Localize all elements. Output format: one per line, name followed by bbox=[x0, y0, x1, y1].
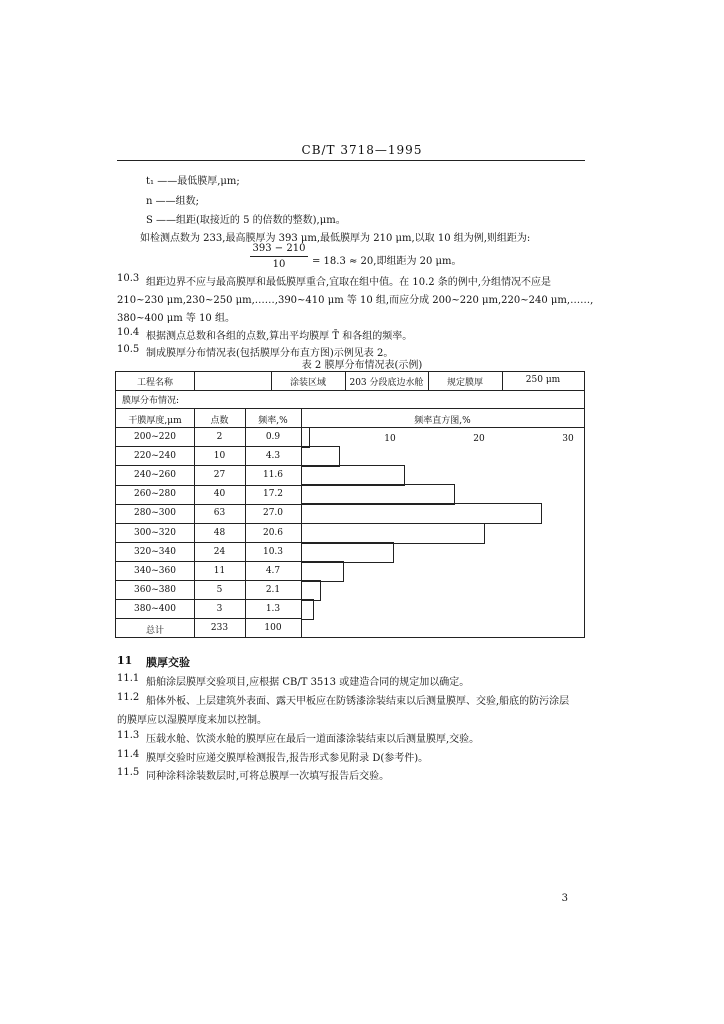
range-cell: 240~260 bbox=[134, 470, 176, 481]
count-cell: 11 bbox=[213, 565, 226, 576]
area-label: 涂装区域 bbox=[289, 378, 326, 388]
count-cell: 48 bbox=[213, 527, 226, 538]
total-freq: 100 bbox=[264, 623, 282, 633]
para-10-3-line1: 组距边界不应与最高膜厚和最低膜厚重合,宜取在组中值。在 10.2 条的例中,分组情况不应是 bbox=[146, 277, 551, 288]
range-cell: 220~240 bbox=[134, 451, 176, 462]
histogram-tick-label: 20 bbox=[473, 434, 485, 444]
count-cell: 2 bbox=[216, 432, 223, 442]
definition-t1: t₁ ——最低膜厚,μm; bbox=[146, 176, 240, 187]
table-hline bbox=[116, 542, 301, 543]
histogram-bar bbox=[301, 599, 314, 620]
thickness-distribution-table bbox=[115, 371, 585, 638]
para-11-2-number: 11.2 bbox=[117, 692, 140, 703]
frequency-cell: 20.6 bbox=[262, 527, 284, 538]
range-cell: 320~340 bbox=[134, 546, 176, 557]
formula-rest: = 18.3 ≈ 20,即组距为 20 μm。 bbox=[312, 256, 462, 267]
para-10-3-line3: 380~400 μm 等 10 组。 bbox=[117, 313, 235, 324]
section-11-title: 膜厚交验 bbox=[146, 656, 190, 669]
histogram-bar bbox=[301, 503, 542, 524]
example-line: 如检测点数为 233,最高膜厚为 393 μm,最低膜厚为 210 μm,以取 10 组为例,则组距为: bbox=[140, 233, 531, 244]
formula-bar bbox=[250, 256, 308, 257]
table-hline bbox=[116, 465, 301, 466]
total-count: 233 bbox=[210, 623, 229, 633]
frequency-cell: 10.3 bbox=[262, 546, 284, 557]
frequency-cell: 17.2 bbox=[262, 489, 284, 500]
table-hline bbox=[116, 408, 584, 409]
frequency-cell: 27.0 bbox=[262, 508, 284, 519]
page-number: 3 bbox=[561, 893, 568, 904]
definition-n: n ——组数; bbox=[146, 196, 199, 207]
section-11-number: 11 bbox=[117, 654, 133, 667]
count-cell: 5 bbox=[216, 584, 223, 595]
para-11-5-text: 同种涂料涂装数层时,可将总膜厚一次填写报告后交验。 bbox=[146, 771, 390, 782]
header-rule bbox=[117, 160, 585, 161]
histogram-bar bbox=[301, 542, 394, 563]
distribution-label: 膜厚分布情况: bbox=[122, 396, 180, 406]
formula-numerator: 393 − 210 bbox=[252, 243, 306, 254]
histogram-bar bbox=[301, 484, 455, 505]
para-11-3-text: 压载水舱、饮淡水舱的膜厚应在最后一道面漆涂装结束以后测量膜厚,交验。 bbox=[146, 734, 480, 745]
para-10-5-text: 制成膜厚分布情况表(包括膜厚分布直方图)示例见表 2。 bbox=[146, 348, 394, 359]
para-11-3-number: 11.3 bbox=[117, 730, 140, 741]
para-10-4-number: 10.4 bbox=[117, 327, 140, 338]
project-label: 工程名称 bbox=[136, 378, 173, 388]
table-hline bbox=[116, 446, 301, 447]
para-10-3-number: 10.3 bbox=[117, 273, 140, 284]
histogram-tick-label: 10 bbox=[384, 434, 396, 444]
para-11-2-line2: 的膜厚应以湿膜厚度来加以控制。 bbox=[117, 715, 267, 726]
table-hline bbox=[116, 485, 301, 486]
table-hline bbox=[116, 523, 301, 524]
histogram-tick-label: 30 bbox=[562, 434, 574, 444]
range-cell: 260~280 bbox=[134, 489, 176, 500]
table-hline bbox=[116, 599, 301, 600]
para-11-1-number: 11.1 bbox=[117, 673, 140, 684]
table-hline bbox=[116, 504, 301, 505]
table-vline bbox=[194, 408, 195, 637]
para-10-3-line2: 210~230 μm,230~250 μm,……,390~410 μm 等 10 组,而应分成 200~220 μm,220~240 μm,……, bbox=[117, 295, 594, 306]
table-hline bbox=[116, 427, 584, 428]
para-11-4-number: 11.4 bbox=[117, 749, 140, 760]
count-cell: 63 bbox=[213, 508, 226, 519]
spec-value: 250 μm bbox=[525, 375, 561, 385]
para-10-4-text: 根据测点总数和各组的点数,算出平均膜厚 T̄ 和各组的频率。 bbox=[146, 331, 413, 342]
histogram-bar bbox=[301, 580, 321, 601]
col-range-header: 干膜厚度,μm bbox=[128, 416, 182, 426]
table-hline bbox=[116, 618, 301, 619]
para-10-5-number: 10.5 bbox=[117, 344, 140, 355]
spec-label: 规定膜厚 bbox=[446, 378, 483, 388]
range-cell: 280~300 bbox=[134, 508, 176, 519]
col-count-header: 点数 bbox=[210, 416, 229, 426]
histogram-bar bbox=[301, 465, 405, 486]
range-cell: 360~380 bbox=[134, 584, 176, 595]
frequency-cell: 11.6 bbox=[262, 470, 284, 481]
table-hline bbox=[116, 580, 301, 581]
histogram-bar bbox=[301, 427, 310, 448]
count-cell: 24 bbox=[213, 546, 226, 557]
frequency-cell: 2.1 bbox=[265, 584, 281, 595]
frequency-cell: 4.7 bbox=[265, 565, 281, 576]
count-cell: 10 bbox=[213, 451, 226, 462]
definition-s: S ——组距(取接近的 5 的倍数的整数),μm。 bbox=[146, 215, 346, 226]
total-label: 总计 bbox=[145, 626, 164, 636]
range-cell: 300~320 bbox=[134, 527, 176, 538]
range-cell: 200~220 bbox=[134, 432, 176, 442]
table-caption: 表 2 膜厚分布情况表(示例) bbox=[301, 360, 423, 371]
count-cell: 27 bbox=[213, 470, 226, 481]
col-hist-header: 频率直方图,% bbox=[414, 416, 471, 426]
document-header: CB/T 3718—1995 bbox=[301, 143, 423, 157]
table-vline bbox=[245, 408, 246, 637]
table-hline bbox=[116, 561, 301, 562]
count-cell: 40 bbox=[213, 489, 226, 500]
range-cell: 380~400 bbox=[134, 603, 176, 614]
frequency-cell: 0.9 bbox=[265, 432, 281, 442]
table-vline bbox=[194, 372, 195, 390]
range-cell: 340~360 bbox=[134, 565, 176, 576]
histogram-bar bbox=[301, 446, 340, 467]
para-11-2-line1: 船体外板、上层建筑外表面、露天甲板应在防锈漆涂装结束以后测量膜厚、交验,船底的防污涂层 bbox=[146, 696, 570, 707]
para-11-4-text: 膜厚交验时应递交膜厚检测报告,报告形式参见附录 D(参考件)。 bbox=[146, 753, 429, 764]
formula-denominator: 10 bbox=[272, 259, 286, 270]
count-cell: 3 bbox=[216, 603, 223, 614]
frequency-cell: 1.3 bbox=[265, 603, 281, 614]
table-hline bbox=[116, 390, 584, 391]
histogram-bar bbox=[301, 561, 344, 582]
para-11-1-text: 船舶涂层膜厚交验项目,应根据 CB/T 3513 或建造合同的规定加以确定。 bbox=[146, 677, 470, 688]
col-freq-header: 频率,% bbox=[258, 416, 288, 426]
frequency-cell: 4.3 bbox=[265, 451, 281, 462]
para-11-5-number: 11.5 bbox=[117, 767, 140, 778]
area-value: 203 分段底边水舱 bbox=[349, 378, 424, 388]
histogram-bar bbox=[301, 523, 485, 544]
